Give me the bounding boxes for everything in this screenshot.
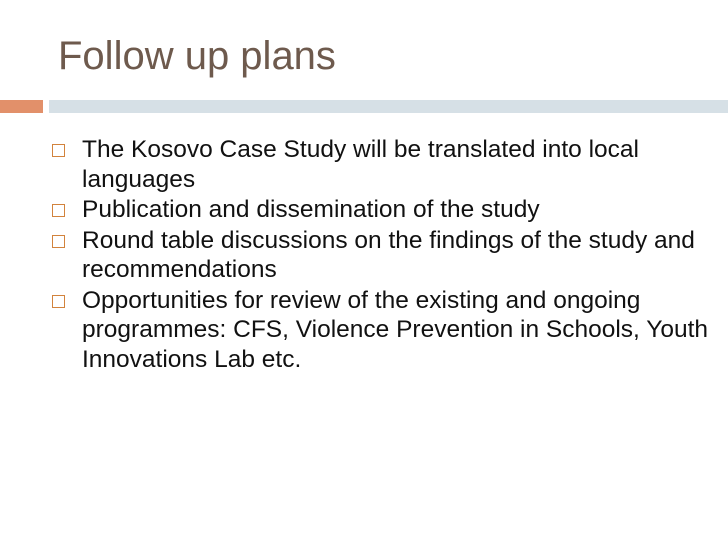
- bullet-item: [48, 286, 708, 375]
- square-bullet-icon: [52, 235, 65, 248]
- bullet-item: [48, 195, 708, 225]
- bullet-text: The Kosovo Case Study will be translated into local languages: [82, 136, 639, 193]
- bullet-text: Publication and dissemination of the study: [82, 196, 540, 223]
- square-bullet-icon: [52, 144, 65, 157]
- slide-title: Follow up plans: [58, 34, 336, 78]
- bullet-text: Opportunities for review of the existing and ongoing programmes: CFS, Violence Prevention in Schools, Youth Innovations Lab etc.: [82, 286, 709, 373]
- square-bullet-icon: [52, 204, 65, 217]
- bullet-text: Round table discussions on the findings of the study and recommendations: [82, 226, 695, 283]
- bullet-list: [48, 135, 708, 375]
- accent-bar: [0, 100, 43, 113]
- bullet-item: [48, 135, 708, 194]
- bullet-item: [48, 226, 708, 285]
- square-bullet-icon: [52, 295, 65, 308]
- title-divider-bar: [49, 100, 728, 113]
